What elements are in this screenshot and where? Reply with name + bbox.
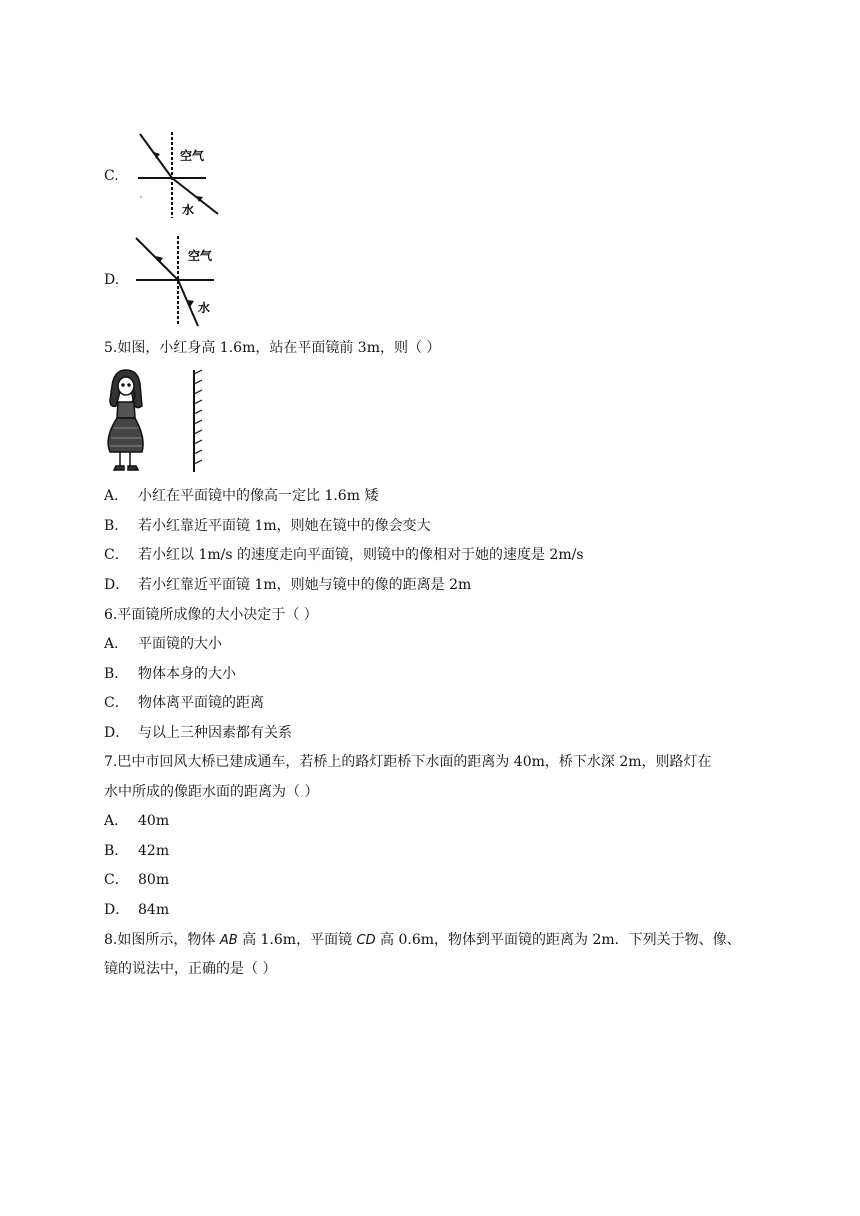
option-letter: C．	[104, 872, 129, 888]
q4-option-c-diagram[interactable]	[132, 128, 232, 220]
refraction-diagram-d	[132, 232, 232, 328]
stray-dot	[140, 196, 142, 198]
q7-stem-line2: 水中所成的像距水面的距离为（ ）	[104, 784, 319, 800]
q5-option-a[interactable]	[104, 486, 378, 506]
option-text: 若小红靠近平面镜 1m，则她与镜中的像的距离是 2m	[138, 577, 472, 593]
q8-stem-line2: 镜的说法中，正确的是（ ）	[104, 961, 277, 977]
q6-option-b[interactable]	[104, 664, 236, 684]
girl-and-mirror-illustration	[102, 366, 222, 476]
q5-figure[interactable]	[102, 366, 222, 476]
water-label: 水	[198, 301, 211, 315]
option-text: 物体离平面镜的距离	[138, 695, 264, 711]
option-letter: D．	[104, 577, 130, 593]
option-text: 若小红以 1m/s 的速度走向平面镜，则镜中的像相对于她的速度是 2m/s	[138, 547, 584, 563]
q4-option-c-letter: C.	[104, 168, 119, 184]
option-text: 84m	[138, 902, 170, 918]
q5-option-c[interactable]	[104, 545, 584, 565]
q6-option-a[interactable]	[104, 634, 222, 654]
q8-text-part1: 8.如图所示，物体	[104, 932, 220, 948]
option-text: 物体本身的大小	[138, 666, 236, 682]
water-label: 水	[182, 203, 195, 217]
q6-option-c[interactable]	[104, 693, 264, 713]
option-letter: D．	[104, 725, 130, 741]
option-text: 80m	[138, 872, 170, 888]
option-letter: B．	[104, 843, 129, 859]
q6-stem: 6.平面镜所成像的大小决定于（ ）	[104, 607, 318, 623]
option-letter: C．	[104, 695, 129, 711]
plane-mirror-icon	[194, 370, 202, 472]
option-letter: A．	[104, 488, 129, 504]
q5-option-b[interactable]	[104, 516, 431, 536]
option-letter: C．	[104, 547, 129, 563]
option-text: 平面镜的大小	[138, 636, 222, 652]
refraction-diagram-c	[132, 128, 232, 220]
air-label: 空气	[188, 249, 213, 263]
q7-option-c[interactable]	[104, 870, 169, 890]
q4-option-d-letter: D.	[104, 272, 120, 288]
q6-option-d[interactable]	[104, 723, 292, 743]
option-text: 40m	[138, 813, 170, 829]
option-letter: D．	[104, 902, 130, 918]
q5-option-d[interactable]	[104, 575, 471, 595]
q5-stem: 5.如图，小红身高 1.6m，站在平面镜前 3m，则（ ）	[104, 340, 441, 356]
upper-ray	[136, 238, 178, 280]
option-text: 42m	[138, 843, 170, 859]
q8-text-part3: 高 0.6m，物体到平面镜的距离为 2m．下列关于物、像、	[375, 932, 741, 948]
q8-object-ab: AB	[219, 933, 238, 948]
q8-text-part2: 高 1.6m，平面镜	[237, 932, 357, 948]
option-letter: A．	[104, 813, 129, 829]
q4-option-d-diagram[interactable]	[132, 232, 232, 328]
option-letter: B．	[104, 666, 129, 682]
q7-stem-line1: 7.巴中市回风大桥已建成通车，若桥上的路灯距桥下水面的距离为 40m，桥下水深 2m，则路灯在	[104, 754, 712, 770]
option-letter: A．	[104, 636, 129, 652]
option-text: 若小红靠近平面镜 1m，则她在镜中的像会变大	[138, 518, 431, 534]
q8-stem-line1	[104, 930, 741, 951]
lower-ray	[178, 280, 198, 326]
q8-mirror-cd: CD	[356, 933, 376, 948]
q7-option-b[interactable]	[104, 841, 169, 861]
option-text: 与以上三种因素都有关系	[138, 725, 292, 741]
option-letter: B．	[104, 518, 129, 534]
lower-ray	[172, 178, 218, 214]
girl-icon	[108, 370, 143, 470]
option-text: 小红在平面镜中的像高一定比 1.6m 矮	[138, 488, 379, 504]
q7-option-a[interactable]	[104, 811, 169, 831]
q7-option-d[interactable]	[104, 900, 169, 920]
air-label: 空气	[180, 149, 205, 163]
